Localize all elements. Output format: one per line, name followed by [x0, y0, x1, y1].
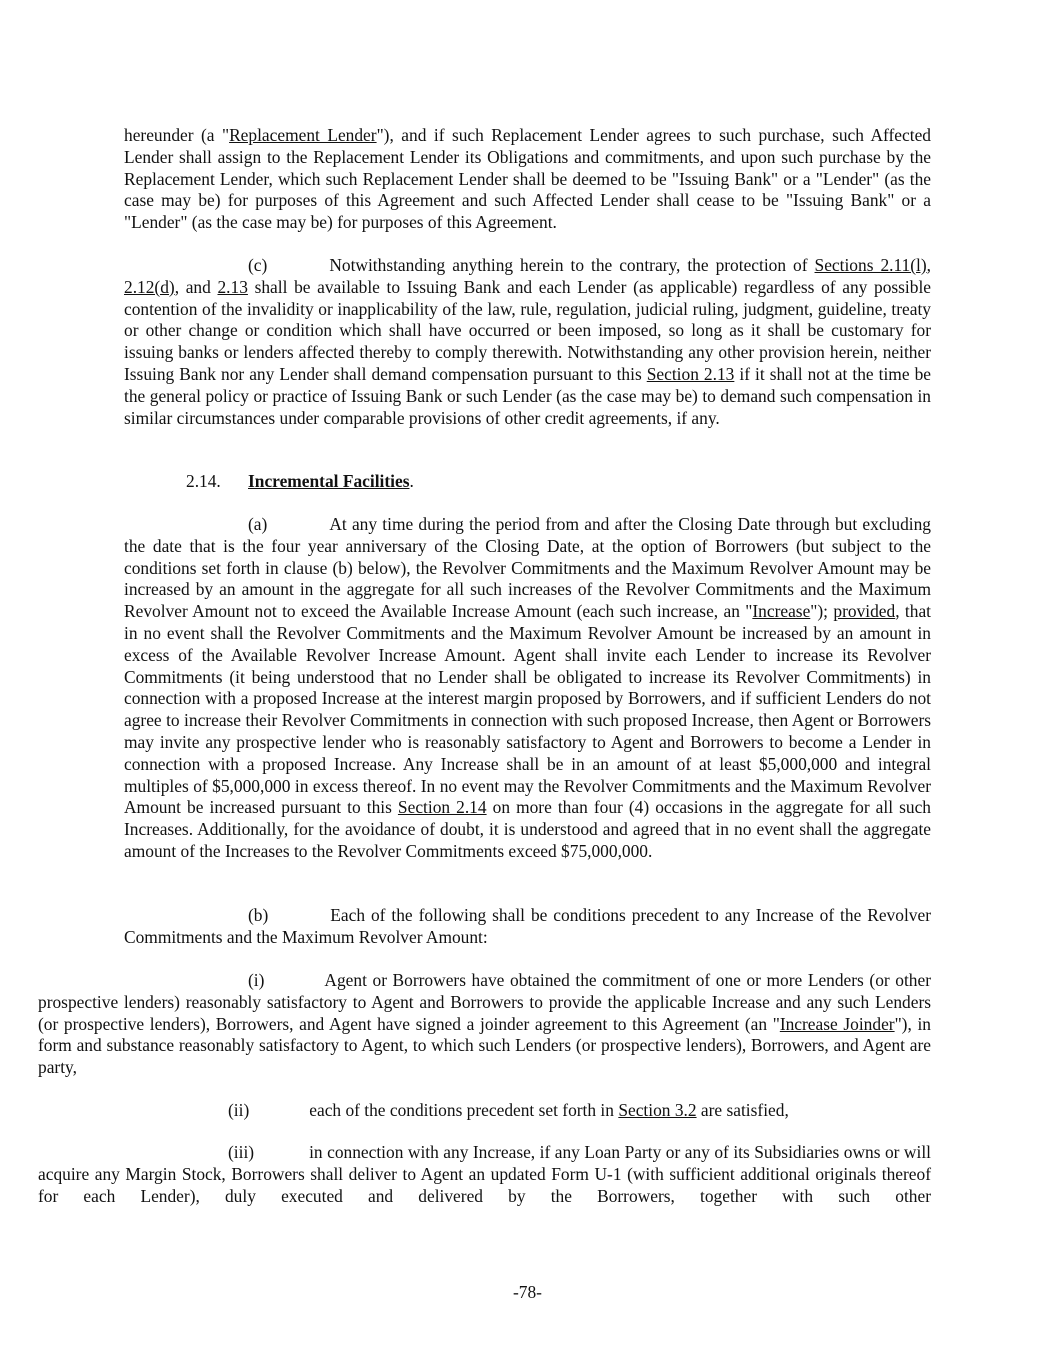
cross-reference-section-2-14: Section 2.14: [397, 797, 487, 818]
text: "), in form and substance reasonably satisfactory to Agent, to which such Lenders (or prospective lenders), Borrowers, and Agent are party,: [38, 1013, 931, 1078]
text: on more than four (4) occasions in the aggregate for all such Increases. Additionally, for the avoidance of doubt, it is understood and agreed that in no event shall the aggregate amount of the Increases to the Revolver Commitments exceed $75,000,000.: [124, 797, 931, 861]
paragraph-ii: [38, 1100, 931, 1122]
paragraph-i: [38, 970, 931, 1079]
clause-label-iii: (iii): [228, 1142, 255, 1162]
defined-term-increase-joinder: Increase Joinder: [779, 1013, 895, 1034]
text: Agent or Borrowers have obtained the commitment of one or more Lenders (or other prospective lenders) reasonably satisfactory to Agent and Borrowers to provide the applicable Increase and any such Lenders (or prospective lenders), Borrowers, and Agent have signed a joinder agreement to this Agreement (an ": [38, 970, 931, 1034]
text: , and: [174, 276, 218, 297]
section-number: 2.14.: [186, 471, 221, 491]
text: .: [409, 471, 414, 491]
section-heading: [186, 471, 414, 493]
clause-label-ii: (ii): [228, 1100, 250, 1120]
cross-reference-2-13: 2.13: [217, 276, 248, 297]
section-title: Incremental Facilities: [248, 471, 410, 491]
cross-reference-section-2-13: Section 2.13: [646, 363, 735, 384]
paragraph-b: [124, 905, 931, 949]
clause-label-c: (c): [248, 255, 268, 275]
text: "), and if such Replacement Lender agrees to such purchase, such Affected Lender shall assign to the Replacement Lender its Obligations and commitments, and upon such purchase by the Replacement Lender, which such Replacement Lender shall be deemed to be "Issuing Bank" or a "Lender" (as the case may be) for purposes of this Agreement and such Affected Lender shall cease to be "Issuing Bank" or a "Lender" (as the case may be) for purposes of this Agreement.: [124, 125, 931, 233]
defined-term-replacement-lender: Replacement Lender: [229, 125, 377, 145]
clause-label-i: (i): [248, 970, 265, 990]
text: each of the conditions precedent set forth in: [309, 1100, 619, 1120]
text: ");: [810, 601, 834, 622]
clause-label-a: (a): [248, 514, 268, 534]
cross-reference-sections-2-11-l: Sections 2.11(l): [814, 255, 927, 275]
defined-term-increase: Increase: [752, 601, 811, 622]
page-number: -78-: [513, 1282, 542, 1302]
text: shall be available to Issuing Bank and each Lender (as applicable) regardless of any possible contention of the invalidity or inapplicability of the law, rule, regulation, judicial ruling, judgment, guideline, treaty or other change or condition which shall have occurred or been imposed, so long as it shall be customary for issuing banks or lenders affected thereby to comply therewith. Notwithstanding any other provision herein, neither Issuing Bank nor any Lender shall demand compensation pursuant to this: [124, 276, 931, 384]
cross-reference-section-3-2: Section 3.2: [618, 1100, 697, 1120]
text: At any time during the period from and after the Closing Date through but excluding the date that is the four year anniversary of the Closing Date, at the option of Borrowers (but subject to the conditions set forth in clause (b) below), the Revolver Commitments and the Maximum Revolver Amount may be increased by an amount in the aggregate for all such increases of the Revolver Commitments and the Maximum Revolver Amount not to exceed the Available Increase Amount (each such increase, an ": [124, 514, 931, 622]
paragraph-c: [124, 255, 931, 429]
text: in connection with any Increase, if any Loan Party or any of its Subsidiaries owns or will acquire any Margin Stock, Borrowers shall deliver to Agent an updated Form U-1 (with sufficient additional originals thereof for each Lender), duly executed and delivered by the Borrowers, together with such other: [38, 1142, 931, 1206]
paragraph-iii: [38, 1142, 931, 1207]
paragraph-replacement-lender: [124, 125, 931, 234]
text: if it shall not at the time be the general policy or practice of Issuing Bank or such Lender (as the case may be) to demand such compensation in similar circumstances under comparable provisions of other credit agreements, if any.: [124, 363, 931, 428]
text: , that in no event shall the Revolver Commitments and the Maximum Revolver Amount be increased by an amount in excess of the Available Revolver Increase Amount. Agent shall invite each Lender to increase its Revolver Commitments (it being understood that no Lender shall be obligated to increase its Revolver Commitments) in connection with a proposed Increase at the interest margin proposed by Borrowers, and if sufficient Lenders do not agree to increase their Revolver Commitments in connection with such proposed Increase, then Agent or Borrowers may invite any prospective lender who is reasonably satisfactory to Agent and Borrowers to become a Lender in connection with a proposed Increase. Any Increase shall be in an amount of at least $5,000,000 and integral multiples of $5,000,000 in excess thereof. In no event may the Revolver Commitments and the Maximum Revolver Amount be increased pursuant to this: [124, 601, 932, 818]
clause-label-b: (b): [248, 905, 269, 925]
text: Each of the following shall be conditions precedent to any Increase of the Revolver Commitments and the Maximum Revolver Amount:: [124, 905, 931, 947]
term-provided: provided: [833, 601, 896, 622]
text: ,: [926, 255, 932, 275]
text: hereunder (a ": [124, 125, 230, 145]
text: are satisfied,: [696, 1100, 789, 1120]
cross-reference-2-12-d: 2.12(d): [124, 276, 175, 297]
paragraph-a: [124, 514, 931, 863]
text: Notwithstanding anything herein to the contrary, the protection of: [329, 255, 815, 275]
